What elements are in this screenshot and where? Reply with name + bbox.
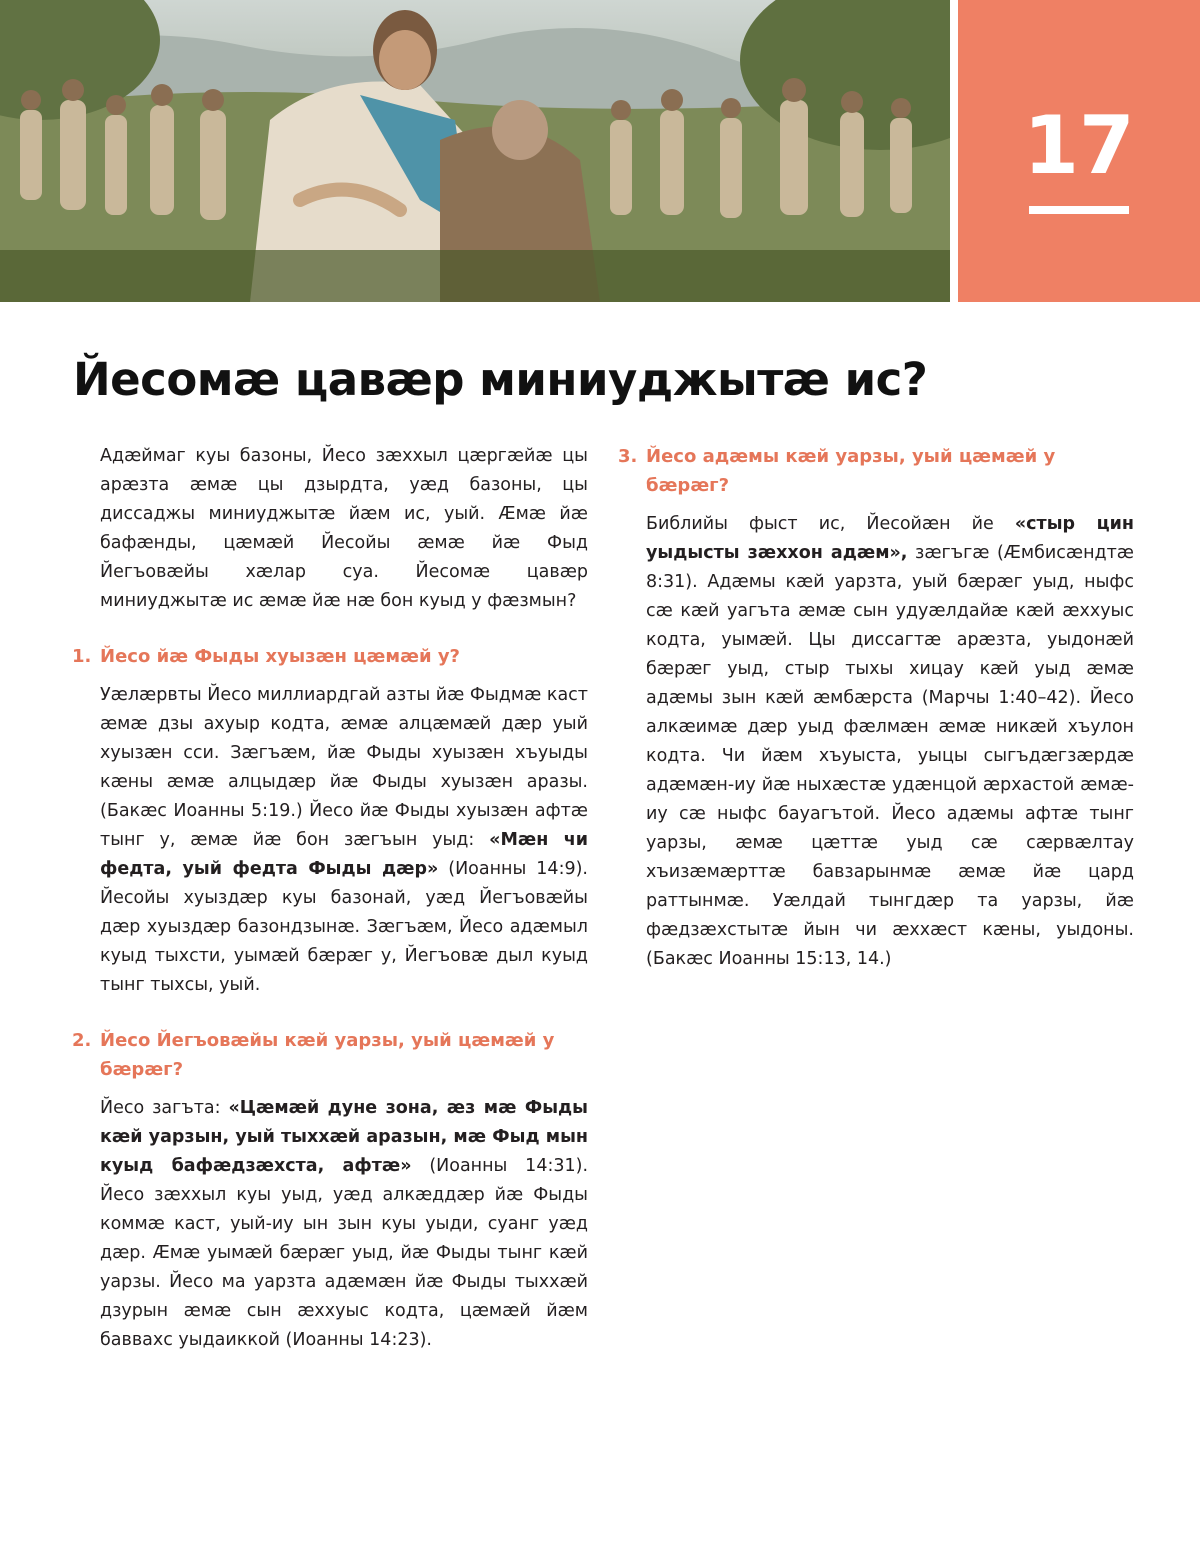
- section-paragraph: [646, 510, 1134, 974]
- scripture-quote: «Мæн чи федта, уый федта Фыды дæр»: [100, 830, 588, 879]
- section-1: [72, 642, 588, 1000]
- section-heading-text: Йесо адæмы кæй уарзы, уый цæмæй у бæрæг?: [646, 446, 1056, 496]
- lesson-badge: [958, 0, 1200, 302]
- paragraph-text: Библийы фыст ис, Йесойæн йе: [646, 514, 1015, 534]
- section-3: [618, 442, 1134, 974]
- paragraph-text: (Иоанны 14:31). Йесо зæххыл куы уыд, уæд алкæддæр йæ Фыды коммæ каст, уый-иу ын зын куы уыди, суанг уæд дæр. Æмæ уымæй бæрæг уыд, йæ Фыды тынг кæй уарзы. Йесо ма уарзта адæмæн йæ Фыды тыххæй дзурын æмæ сын æххуыс кодта, цæмæй йæм баввахс уыдаиккой (Иоанны 14:23).: [100, 1156, 589, 1350]
- section-paragraph: [100, 1094, 588, 1355]
- lesson-number-underline: [1029, 206, 1129, 214]
- left-column: [72, 442, 588, 1381]
- right-column: [618, 442, 1134, 1000]
- intro-paragraph: Адæймаг куы базоны, Йесо зæххыл цæргæйæ цы арæзта æмæ цы дзырдта, уæд базоны, цы диссаджы миниуджытæ йæм ис, уый. Æмæ йæ бафæнды, цæмæй Йесойы æмæ йæ Фыд Йегъовæйы хæлар суа. Йесомæ цавæр миниуджытæ ис æмæ йæ нæ бон куыд у фæзмын?: [100, 446, 588, 611]
- section-heading: [72, 642, 588, 671]
- paragraph-text: Уæлæрвты Йесо миллиардгай азты йæ Фыдмæ каст æмæ дзы ахуыр кодта, æмæ алцæмæй дæр уый хуызæн сси. Зæгъæм, йæ Фыды хуызæн хъуыды кæны æмæ алцыдæр йæ Фыды хуызæн аразы. (Бакæс Иоанны 5:19.) Йесо йæ Фыды хуызæн афтæ тынг у, æмæ йæ бон зæгъын уыд:: [100, 685, 588, 850]
- paragraph-text: (Иоанны 14:9). Йесойы хуыздæр куы базонай, уæд Йегъовæйы дæр хуыздæр базондзынæ. Зæгъæм, Йесо адæмыл куыд тыхсти, уымæй бæрæг у, Йегъовæ дыл куыд тынг тыхсы, уый.: [100, 859, 588, 995]
- section-paragraph: [100, 681, 588, 1000]
- lesson-number: 17: [1023, 99, 1135, 192]
- paragraph-text: зæгъгæ (Æмбисæндтæ 8:31). Адæмы кæй уарзта, уый бæрæг уыд, ныфс сæ кæй уагъта æмæ сын удуæлдайæ кæй æххуыс кодта, уымæй. Цы диссагтæ арæзта, уыдонæй бæрæг уыд, стыр тыхы хицау кæй уыд æмæ адæмы зын кæй æмбæрста (Марчы 1:40–42). Йесо алкæимæ дæр уыд фæлмæн æмæ никæй хъулон кодта. Чи йæм хъуыста, уыцы сыгъдæгзæрдæ адæмæн-иу йæ ныхæстæ удæнцой æрхастой æмæ-иу сæ ныфс бауагътой. Йесо адæмы афтæ тынг уарзы, æмæ цæттæ уыд сæ сæрвæлтау хъизæмæрттæ бавзарынмæ æмæ йæ цард раттынмæ. Уæлдай тынгдæр та уарзы, йæ фæдзæхстытæ йын чи æххæст кæны, уыдоны. (Бакæс Иоанны 15:13, 14.): [646, 543, 1134, 969]
- hero-illustration: [0, 0, 950, 302]
- hero-scene-image: [0, 0, 950, 302]
- scripture-quote: «Цæмæй дуне зона, æз мæ Фыды кæй уарзын, уый тыххæй аразын, мæ Фыд мын куыд бафæдзæхста, афтæ»: [100, 1098, 588, 1176]
- section-2: [72, 1026, 588, 1355]
- section-number: 2.: [72, 1030, 92, 1051]
- section-number: 1.: [72, 646, 92, 667]
- paragraph-text: Йесо загъта:: [100, 1098, 229, 1118]
- section-heading: [72, 1026, 588, 1084]
- section-heading-text: Йесо Йегъовæйы кæй уарзы, уый цæмæй у бæрæг?: [100, 1030, 555, 1080]
- section-number: 3.: [618, 446, 638, 467]
- page-title: Йесомæ цавæр миниуджытæ ис?: [73, 353, 928, 406]
- section-heading-text: Йесо йæ Фыды хуызæн цæмæй у?: [100, 646, 460, 667]
- scripture-quote: «стыр цин уыдысты зæххон адæм»,: [646, 514, 1134, 563]
- section-heading: [618, 442, 1134, 500]
